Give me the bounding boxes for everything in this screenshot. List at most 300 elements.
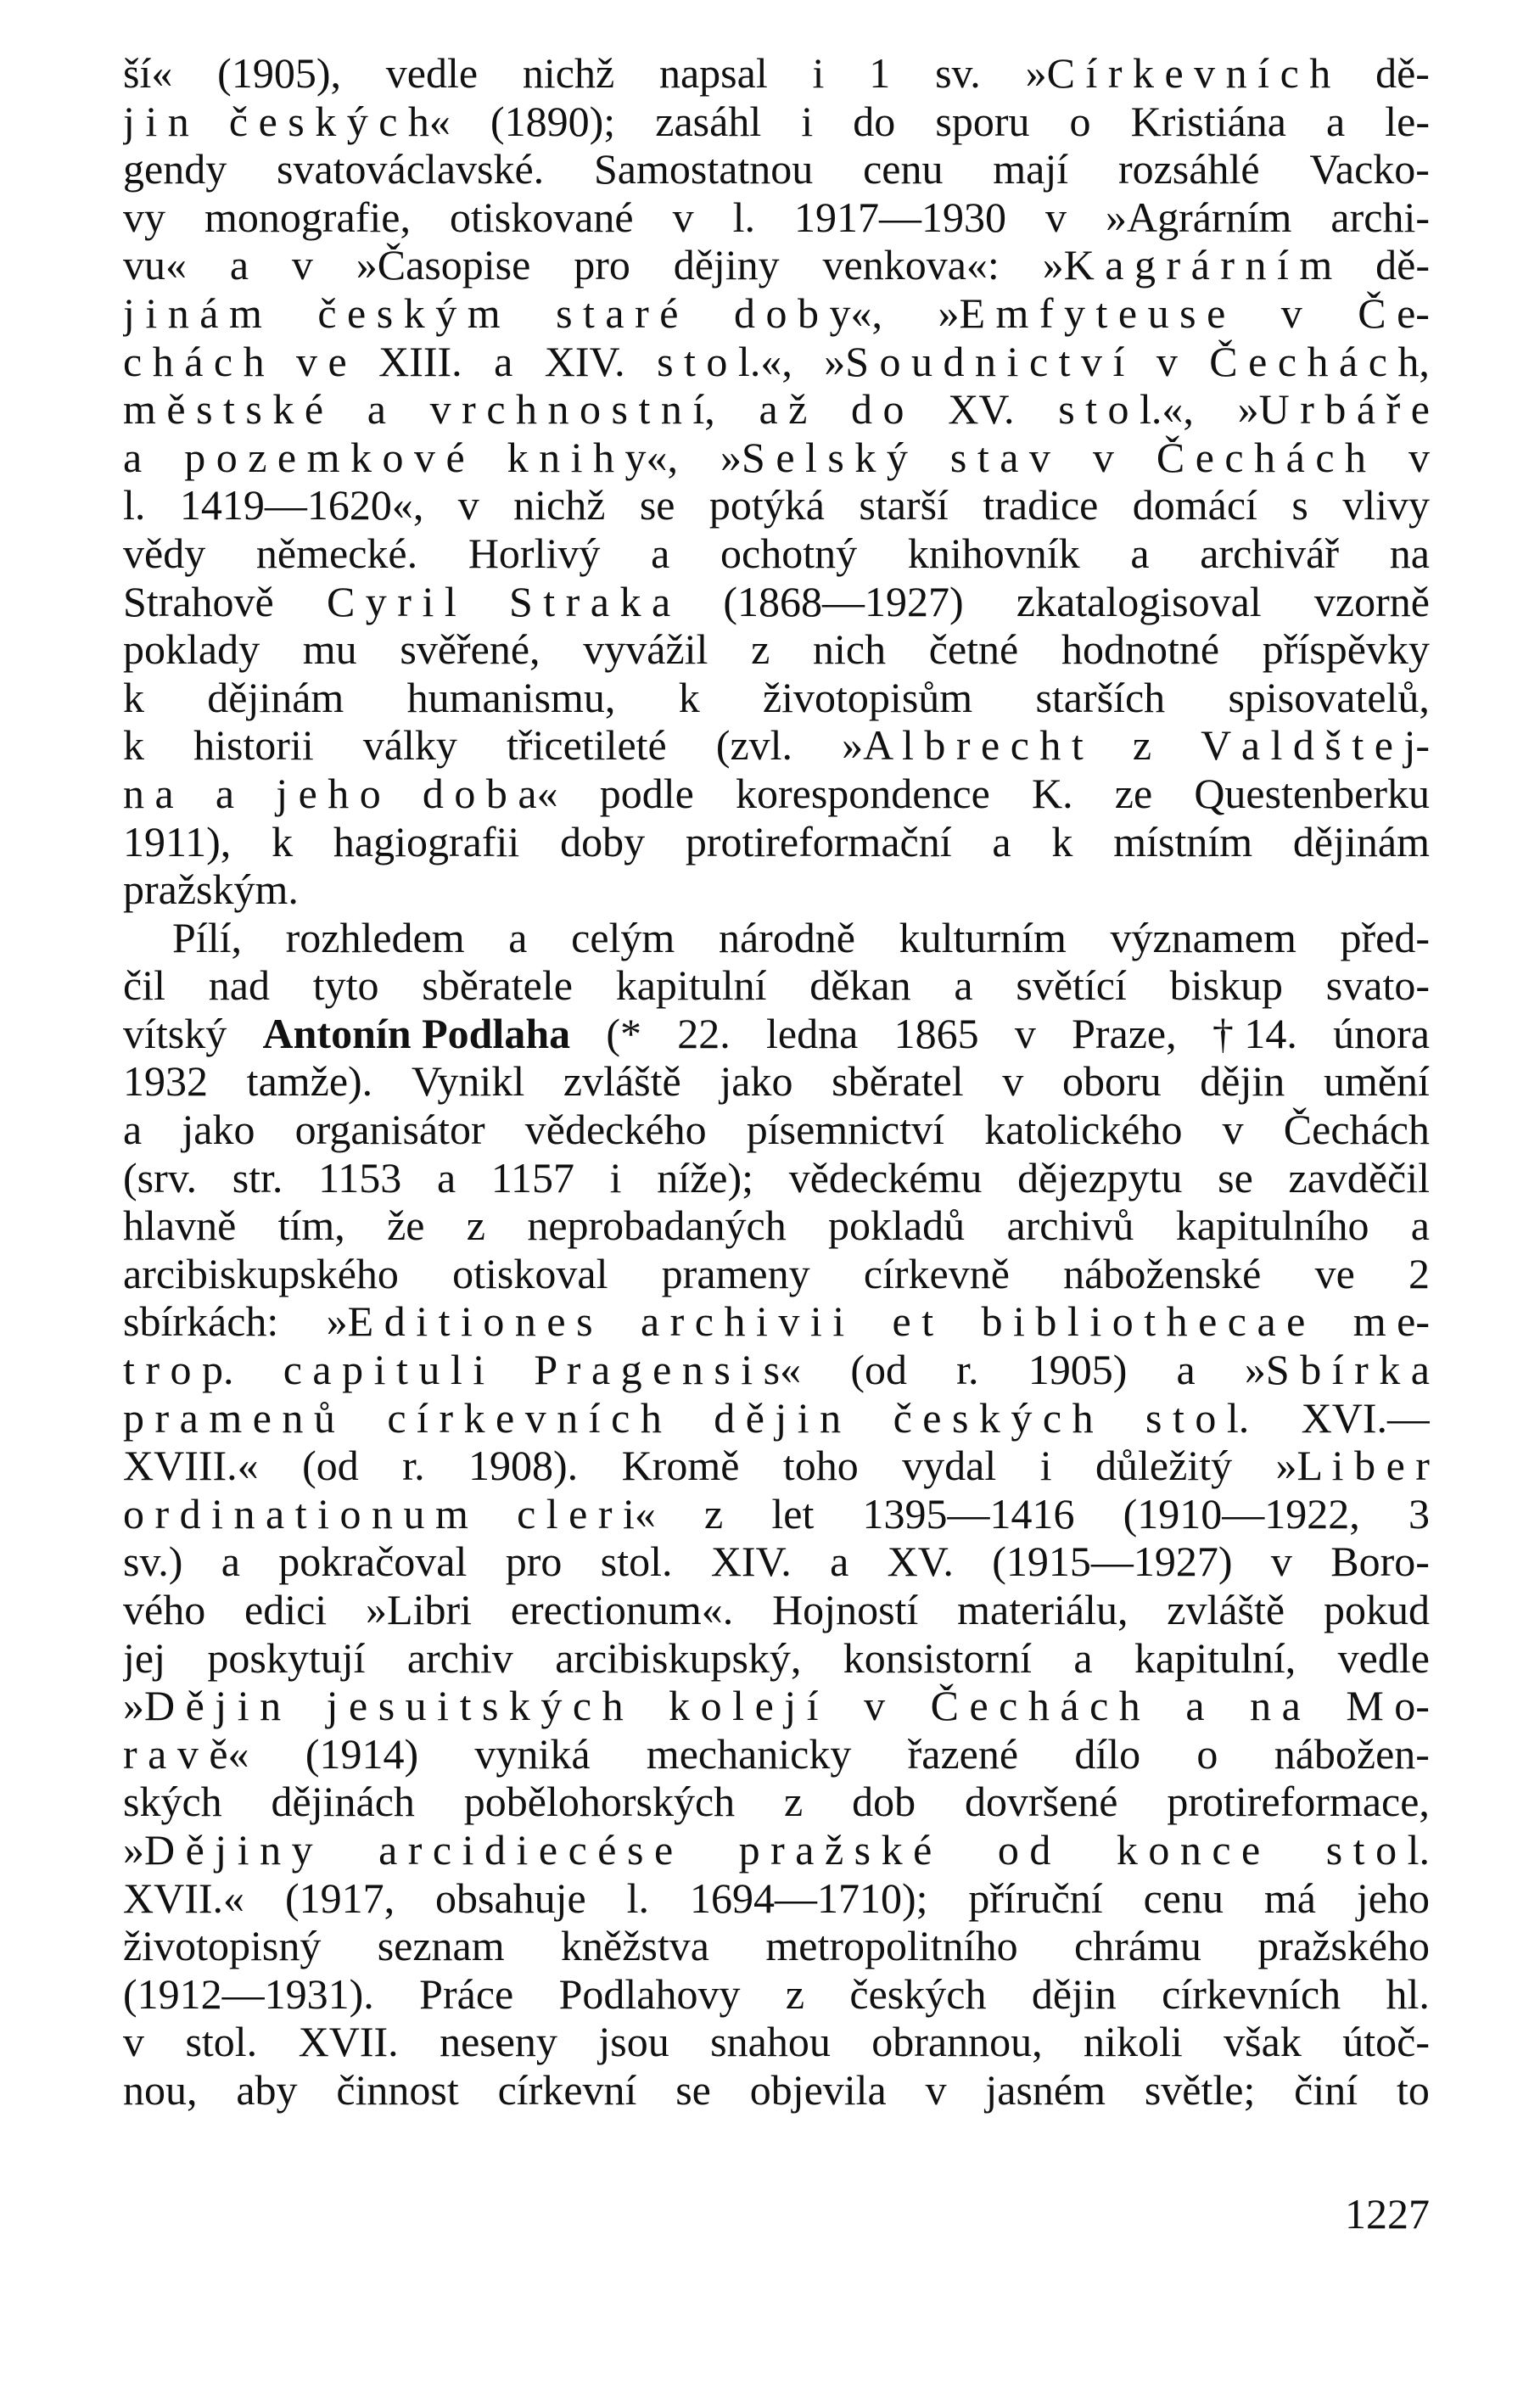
word: světle;: [1144, 2065, 1256, 2114]
word: příruční: [968, 1874, 1103, 1922]
word: k o l e j í: [669, 1682, 819, 1730]
word: neseny: [440, 2018, 557, 2066]
word: 1908).: [468, 1442, 579, 1490]
word: archiv: [406, 1633, 513, 1682]
word: venkova«:: [822, 241, 1000, 289]
word: e t: [892, 1297, 934, 1346]
word: nich: [813, 625, 887, 674]
word: d o b y«,: [733, 288, 882, 337]
page-number: 1227: [1345, 2190, 1430, 2238]
word: a: [221, 1538, 240, 1586]
word: prameny: [661, 1249, 810, 1297]
word: zvláště: [1167, 1586, 1285, 1633]
word: sběratel: [832, 1057, 964, 1106]
text-line: [123, 529, 1430, 578]
word: a: [123, 1106, 143, 1154]
word: korespondence: [736, 769, 990, 817]
word: Č e c h á c h: [1156, 433, 1367, 481]
word: a: [123, 433, 143, 481]
word: pražským.: [123, 865, 299, 914]
word: rozsáhlé: [1117, 145, 1260, 193]
word: stol.: [185, 2018, 258, 2066]
word: (zvl.: [715, 721, 793, 770]
word: dě-: [1375, 241, 1430, 289]
word: v: [457, 481, 479, 529]
word: »Agrárním: [1106, 193, 1292, 241]
word: vědeckého: [524, 1106, 707, 1154]
word: »E m f y t e u s e: [938, 288, 1226, 337]
word: poklady: [123, 625, 260, 674]
word: cenu: [863, 145, 944, 193]
text-line: [123, 1394, 1430, 1442]
text-line: [123, 1970, 1430, 2019]
word: Čechách: [1283, 1106, 1430, 1154]
word: (1915—1927): [992, 1538, 1233, 1586]
word: církevní: [497, 2065, 637, 2114]
text-line: [123, 385, 1430, 434]
word: hodnotné: [1061, 625, 1220, 674]
word: 1917—1930: [794, 193, 1007, 241]
word: v: [925, 2065, 947, 2114]
word: rozhledem: [285, 913, 465, 961]
word: písemnictví: [746, 1106, 945, 1154]
word: k: [123, 673, 144, 721]
word: sbírkách:: [123, 1297, 279, 1346]
word: »U r b á ř e: [1237, 385, 1430, 434]
text-line: [123, 1154, 1430, 1202]
word: archivů: [1006, 1202, 1134, 1250]
word: Kristiána: [1130, 97, 1286, 145]
word: v: [1092, 433, 1114, 481]
word: k o n c e: [1116, 1825, 1261, 1874]
text-line: [123, 481, 1430, 529]
word: XV.: [948, 385, 1015, 434]
word: protireformační: [685, 817, 952, 865]
word: (od: [302, 1442, 359, 1490]
word: o: [1196, 1729, 1218, 1778]
word: vlivy: [1342, 481, 1430, 529]
word: a: [954, 961, 973, 1010]
word: a: [229, 241, 249, 289]
word: životopisný: [123, 1922, 322, 1970]
word: vedle: [385, 49, 479, 97]
word: n a: [123, 769, 174, 817]
word: náboženské: [1063, 1249, 1262, 1297]
word: Pílí,: [172, 913, 242, 961]
word: b i b l i o t h e c a e: [981, 1297, 1306, 1346]
word: vy: [123, 193, 165, 241]
word: v r c h n o s t n í,: [429, 385, 715, 434]
word: (1890);: [490, 97, 616, 145]
word: »S b í r k a: [1244, 1346, 1430, 1394]
word: tyto: [312, 961, 379, 1010]
word: se: [639, 481, 675, 529]
word: oboru: [1061, 1057, 1162, 1106]
word: j i n á m: [123, 288, 262, 337]
word: dílo: [1074, 1729, 1141, 1778]
word: i: [801, 97, 814, 145]
word: XVI.—: [1301, 1393, 1430, 1442]
word: 1419—1620«,: [179, 481, 424, 529]
word: (1905),: [217, 49, 341, 97]
word: činnost: [336, 2065, 459, 2114]
text-line: [123, 145, 1430, 193]
word: celým: [571, 913, 675, 961]
text-line: [123, 1250, 1430, 1298]
word: Samostatnou: [593, 145, 814, 193]
word: důležitý: [1095, 1442, 1233, 1490]
word: Questenberku: [1194, 769, 1430, 817]
word: (srv.: [123, 1153, 198, 1202]
text-line: [123, 1826, 1430, 1874]
word: pražského: [1257, 1922, 1430, 1970]
word: nou,: [123, 2065, 198, 2114]
text-line: [123, 865, 1430, 914]
word: a: [1176, 1346, 1196, 1394]
word: hlavně: [123, 1202, 237, 1250]
text-line: [123, 1874, 1430, 1923]
word: XIII.: [378, 337, 462, 385]
text-line: [123, 338, 1430, 386]
word: domácí: [1132, 481, 1257, 529]
word: s t o l.: [1325, 1825, 1430, 1874]
text-line: [123, 1778, 1430, 1826]
word: vědeckému: [788, 1153, 983, 1202]
word: dějinám: [1292, 817, 1430, 865]
word: r a v ě«: [123, 1729, 249, 1778]
word: nad: [208, 961, 270, 1010]
word: c h á c h: [123, 337, 265, 385]
word: útoč-: [1342, 2018, 1430, 2066]
word: »C í r k e v n í c h: [1025, 49, 1331, 97]
word: č e s k ý c h«: [228, 97, 451, 145]
word: d o: [851, 385, 904, 434]
word: s t o l.«,: [657, 337, 792, 385]
word: j e h o: [276, 769, 381, 817]
word: (*: [606, 1009, 642, 1057]
word: sv.: [935, 49, 981, 97]
word: jasném: [985, 2065, 1106, 2114]
word: děkan: [809, 961, 911, 1010]
word: v: [1280, 288, 1302, 337]
word: dě-: [1375, 49, 1430, 97]
word: vyniká: [474, 1729, 591, 1778]
word: dějin: [1200, 1057, 1285, 1106]
text-line: [123, 193, 1430, 242]
word: 1932: [123, 1057, 208, 1106]
word: »D ě j i n: [123, 1682, 282, 1730]
word: l.: [123, 481, 146, 529]
word: tradice: [983, 481, 1099, 529]
text-line: [123, 1634, 1430, 1683]
word: s t a v: [949, 433, 1050, 481]
word: knihovník: [907, 529, 1080, 577]
word: potýká: [708, 481, 825, 529]
word: (1868—1927): [723, 577, 964, 625]
word: C y r i l: [326, 577, 456, 625]
word: le-: [1385, 97, 1430, 145]
word: c í r k e v n í c h: [387, 1393, 662, 1442]
word: XIV.: [710, 1538, 792, 1586]
word: a: [1185, 1682, 1205, 1730]
word: Praze,: [1072, 1009, 1177, 1057]
word: dob: [852, 1778, 916, 1826]
word: dovršené: [965, 1778, 1118, 1826]
text-line: [123, 1490, 1430, 1538]
word: ve: [1314, 1249, 1355, 1297]
word: a: [508, 913, 528, 961]
word: č e s k ý c h: [893, 1393, 1094, 1442]
word: v: [1408, 433, 1430, 481]
word: ochotný: [720, 529, 858, 577]
word: nikoli: [1084, 2018, 1183, 2066]
word: Kromě: [621, 1442, 740, 1490]
word: XVII.«: [123, 1874, 245, 1922]
word: národně: [718, 913, 855, 961]
word: archi-: [1330, 193, 1430, 241]
word: organisátor: [294, 1106, 485, 1154]
word: dějiny: [673, 241, 780, 289]
word: o: [1069, 97, 1091, 145]
word: biskup: [1169, 961, 1284, 1010]
word: o r d i n a t i o n u m: [123, 1489, 468, 1538]
text-line: [123, 1202, 1430, 1250]
word: Antonín Podlaha: [262, 1009, 571, 1057]
word: † 14.: [1212, 1009, 1297, 1057]
word: k: [1051, 817, 1073, 865]
word: dějinách: [271, 1778, 415, 1826]
word: německé.: [255, 529, 418, 577]
word: t r o p.: [123, 1346, 234, 1394]
word: k: [123, 721, 144, 770]
word: z: [1132, 721, 1152, 770]
text-line: [123, 961, 1430, 1010]
word: pro: [574, 241, 630, 289]
word: z: [785, 1969, 805, 2018]
word: 1905): [1028, 1346, 1128, 1394]
word: archivář: [1200, 529, 1340, 577]
word: světící: [1016, 961, 1127, 1010]
word: a r c i d i e c é s e: [378, 1825, 674, 1874]
word: »E d i t i o n e s: [326, 1297, 593, 1346]
word: s t a r é: [556, 288, 679, 337]
word: j i n: [123, 97, 189, 145]
word: jako: [720, 1057, 793, 1106]
word: Strahově: [123, 577, 274, 625]
word: d ě j i n: [714, 1393, 842, 1442]
word: (1912—1931).: [123, 1969, 374, 2018]
word: »K a g r á r n í m: [1042, 241, 1333, 289]
word: a: [436, 1153, 456, 1202]
text-line: [123, 1106, 1430, 1154]
word: kněžstva: [561, 1922, 709, 1970]
text-line: [123, 770, 1430, 818]
word: pokračoval: [278, 1538, 468, 1586]
word: sv.): [123, 1538, 183, 1586]
word: a: [651, 529, 670, 577]
word: 1157: [490, 1153, 574, 1202]
word: XV.: [887, 1538, 954, 1586]
word: mají: [993, 145, 1069, 193]
word: zvláště: [563, 1057, 681, 1106]
word: tím,: [277, 1202, 345, 1250]
text-line: [123, 674, 1430, 722]
word: místním: [1113, 817, 1253, 865]
word: Podlahovy: [558, 1969, 741, 2018]
word: kulturním: [899, 913, 1067, 961]
text-line: [123, 49, 1430, 98]
word: aby: [236, 2065, 298, 2114]
text-line: [123, 914, 1430, 962]
word: se: [675, 2065, 711, 2114]
text-line: [123, 1442, 1430, 1490]
word: že: [387, 1202, 425, 1250]
word: před-: [1340, 913, 1430, 961]
word: dějezpytu: [1017, 1153, 1183, 1202]
word: v: [1014, 1009, 1036, 1057]
word: spisovatelů,: [1228, 673, 1430, 721]
word: mechanicky: [646, 1729, 852, 1778]
word: napsal: [658, 49, 768, 97]
word: dějinám: [207, 673, 344, 721]
word: v: [291, 241, 313, 289]
word: 1153: [318, 1153, 402, 1202]
word: pokud: [1323, 1586, 1430, 1633]
word: ledna: [766, 1009, 859, 1057]
text-line: [123, 434, 1430, 482]
word: v: [1156, 337, 1178, 385]
word: (1917,: [284, 1874, 395, 1922]
word: protireformace,: [1167, 1778, 1430, 1826]
word: materiálu,: [957, 1586, 1128, 1633]
word: arcibiskupský,: [555, 1633, 802, 1682]
text-line: [123, 289, 1430, 338]
word: »D ě j i n y: [123, 1825, 313, 1874]
text-line: [123, 1297, 1430, 1346]
word: m ě s t s k é: [123, 385, 324, 434]
word: Hojností: [772, 1586, 919, 1633]
word: 1911),: [123, 817, 232, 865]
word: má: [1263, 1874, 1316, 1922]
word: Horlivý: [468, 529, 601, 577]
word: v: [672, 193, 694, 241]
word: metropolitního: [765, 1922, 1018, 1970]
word: XIV.: [544, 337, 625, 385]
word: vědy: [123, 529, 206, 577]
text-line: [123, 2018, 1430, 2066]
word: v: [1222, 1106, 1244, 1154]
text-line: [123, 98, 1430, 146]
word: Č e-: [1358, 288, 1430, 337]
word: z: [751, 625, 770, 674]
word: níže);: [657, 1153, 754, 1202]
word: d o b a«: [422, 769, 558, 817]
word: Č e c h á c h,: [1209, 337, 1430, 385]
word: církevně: [863, 1249, 1010, 1297]
word: českých: [849, 1969, 987, 2018]
word: »S e l s k ý: [720, 433, 908, 481]
word: pobělohorských: [463, 1778, 736, 1826]
word: toho: [782, 1442, 859, 1490]
word: do: [853, 97, 896, 145]
word: XVII.: [298, 2018, 399, 2066]
word: sběratele: [422, 961, 573, 1010]
word: starší: [859, 481, 949, 529]
text-line: [123, 578, 1430, 626]
word: snahou: [710, 2018, 831, 2066]
word: třicetileté: [506, 721, 667, 770]
text-line: [123, 1682, 1430, 1730]
text-line: [123, 1730, 1430, 1778]
word: a ž: [759, 385, 808, 434]
word: chrámu: [1073, 1922, 1201, 1970]
word: poskytují: [207, 1633, 366, 1682]
word: řazené: [907, 1729, 1019, 1778]
word: c a p i t u l i: [283, 1346, 485, 1394]
word: arcibiskupského: [123, 1249, 399, 1297]
word: vedle: [1337, 1633, 1430, 1682]
word: otiskované: [449, 193, 634, 241]
word: Vacko-: [1309, 145, 1430, 193]
word: »Libri: [366, 1586, 473, 1633]
text-line: [123, 625, 1430, 674]
text-line: [123, 721, 1430, 770]
word: i: [812, 49, 825, 97]
word: M o-: [1346, 1682, 1430, 1730]
word: k: [272, 817, 294, 865]
word: na: [1389, 529, 1430, 577]
word: svěřené,: [400, 625, 540, 674]
word: v e: [296, 337, 347, 385]
word: a: [1130, 529, 1150, 577]
word: církevních: [1162, 1969, 1341, 2018]
word: a: [992, 817, 1011, 865]
word: 22.: [677, 1009, 731, 1057]
word: »A l b r e c h t: [842, 721, 1084, 770]
word: kapitulního: [1175, 1202, 1369, 1250]
word: doby: [560, 817, 646, 865]
word: ší«: [123, 49, 173, 97]
word: k n i h y«,: [507, 433, 679, 481]
word: a r c h i v i i: [640, 1297, 845, 1346]
word: to: [1396, 2065, 1430, 2114]
word: s t o l.: [1145, 1393, 1250, 1442]
word: a: [830, 1538, 849, 1586]
word: i: [1039, 1442, 1052, 1490]
word: pokladů: [828, 1202, 966, 1250]
word: p r a ž s k é: [738, 1825, 932, 1874]
word: nichž: [513, 481, 606, 529]
word: dějin: [1031, 1969, 1117, 2018]
word: »Časopise: [356, 241, 531, 289]
word: n a: [1250, 1682, 1301, 1730]
word: »L i b e r: [1275, 1442, 1430, 1490]
word: neprobadaných: [527, 1202, 787, 1250]
word: Boro-: [1330, 1538, 1430, 1586]
word: (1914): [305, 1729, 419, 1778]
word: k: [678, 673, 700, 721]
word: i: [609, 1153, 622, 1202]
word: 1395—1416: [862, 1489, 1075, 1538]
word: a: [494, 337, 513, 385]
word: čil: [123, 961, 165, 1010]
word: obsahuje: [435, 1874, 586, 1922]
word: gendy: [123, 145, 227, 193]
word: 1694—1710);: [689, 1874, 928, 1922]
word: činí: [1294, 2065, 1358, 2114]
word: Práce: [419, 1969, 514, 2018]
word: (od: [850, 1346, 907, 1394]
